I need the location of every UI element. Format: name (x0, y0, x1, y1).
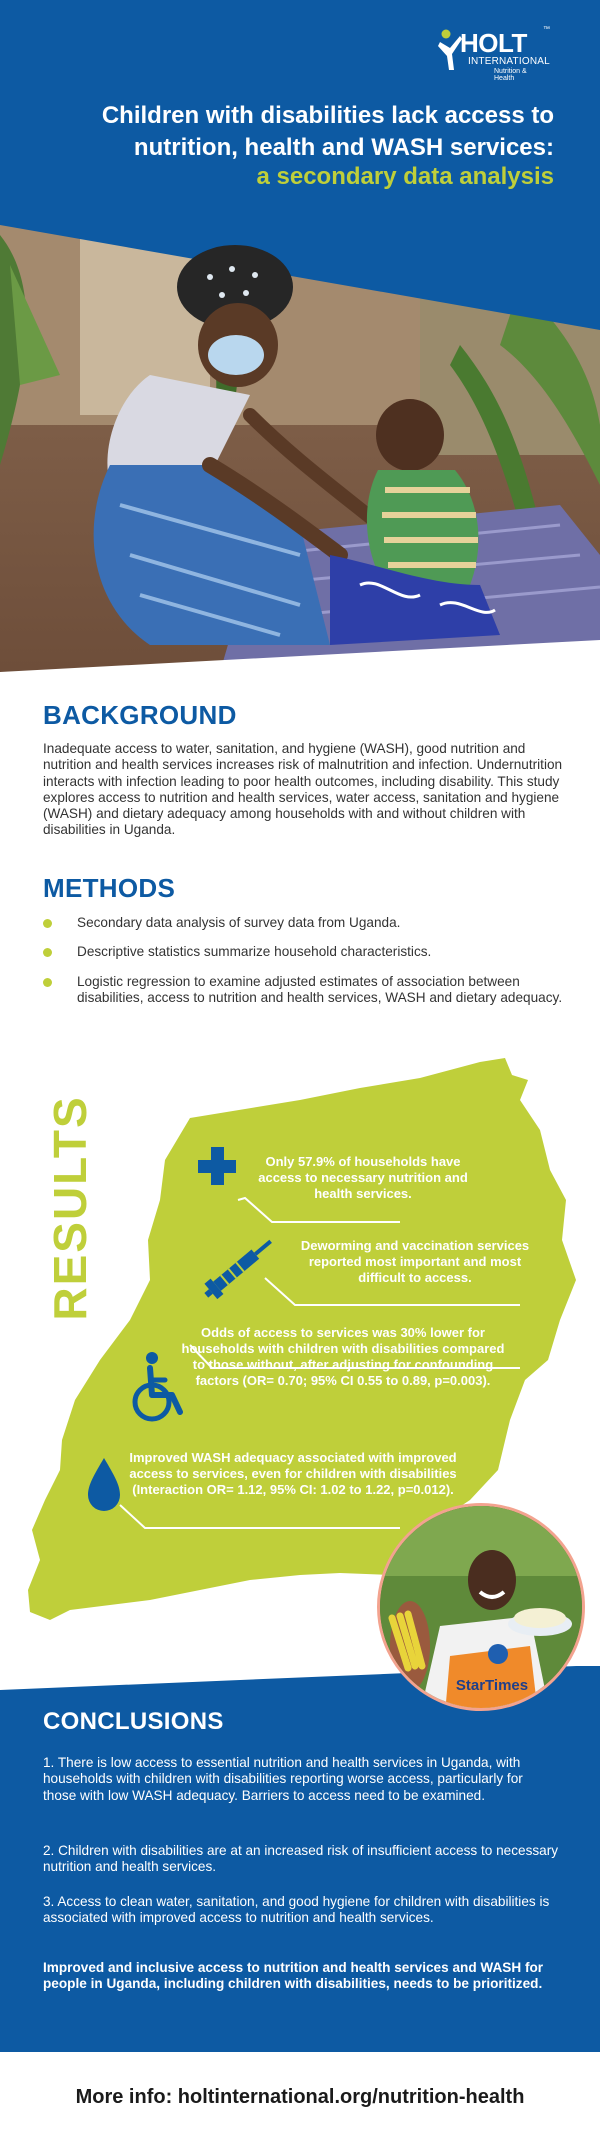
bullet-dot-icon (43, 948, 52, 957)
shirt-text: StarTimes (455, 1677, 529, 1694)
title-line-1: Children with disabilities lack access to (101, 102, 554, 129)
results-heading (44, 1088, 98, 1328)
footer-more-info[interactable]: More info: holtinternational.org/nutrition-health (75, 2086, 525, 2108)
result-text-3: Odds of access to services was 30% lower for households with children with disabilities compared to those without, after adjusting for confounding factors (OR= 0.70; 95% CI 0.55 to 0.89, p=0.003). (181, 1325, 505, 1388)
methods-item (43, 915, 573, 931)
logo-line2: Nutrition & Health (494, 68, 527, 82)
bullet-dot-icon (43, 978, 52, 987)
conclusion-item-3: 3. Access to clean water, sanitation, and good hygiene for children with disabilities is associated with improved access to nutrition and health services. (43, 1894, 550, 1926)
methods-item (43, 974, 573, 1007)
poster-subtitle: a secondary data analysis (256, 163, 554, 190)
logo-trademark: ™ (543, 26, 550, 33)
conclusion-final: Improved and inclusive access to nutrition and health services and WASH for people in Uganda, including children with disabilities, needs to be prioritized. (43, 1960, 544, 1992)
circle-photo-illustration (380, 1506, 585, 1711)
methods-item-text: Secondary data analysis of survey data from Uganda. (77, 915, 401, 930)
background-text: Inadequate access to water, sanitation, and hygiene (WASH), good nutrition and nutrition and health services increases risk of malnutrition and infection. Undernutrition interacts with infection leading to poor health outcomes, including disability. This study explores access to nutrition and health services, water access, sanitation and hygiene (WASH) and dietary adequacy among households with and without children with disabilities in Uganda. (43, 741, 563, 838)
circle-photo (377, 1503, 585, 1711)
methods-item (43, 944, 573, 960)
logo-brand: HOLT (460, 28, 527, 58)
methods-item-text: Descriptive statistics summarize household characteristics. (77, 944, 432, 960)
methods-list (43, 915, 573, 1006)
conclusion-item-2: 2. Children with disabilities are at an increased risk of insufficient access to necessary nutrition and health services. (43, 1843, 559, 1875)
hero-photo (0, 225, 600, 672)
result-text-4: Improved WASH adequacy associated with improved access to services, even for children with disabilities (Interaction OR= 1.12, 95% CI: 1.02 to 1.22, p=0.012). (129, 1450, 457, 1497)
bullet-dot-icon (43, 919, 52, 928)
methods-heading: METHODS (43, 873, 176, 903)
title-line-2: nutrition, health and WASH services: (133, 134, 554, 161)
conclusion-item-1: 1. There is low access to essential nutrition and health services in Uganda, with households with children with disabilities reporting worse access, particularly for those with low WASH adequacy. Barriers to access need to be examined. (43, 1755, 523, 1803)
background-heading: BACKGROUND (43, 700, 237, 730)
conclusions-heading: CONCLUSIONS (43, 1708, 224, 1735)
result-text-1: Only 57.9% of households have access to necessary nutrition and health services. (258, 1154, 468, 1201)
result-text-2: Deworming and vaccination services reported most important and most difficult to access. (300, 1238, 530, 1285)
holt-logo[interactable] (438, 24, 550, 82)
logo-line1: INTERNATIONAL (468, 56, 550, 67)
methods-item-text: Logistic regression to examine adjusted estimates of association between disabilities, access to nutrition and health services, WASH and dietary adequacy. (77, 973, 563, 1005)
poster-title (34, 100, 554, 164)
results-heading-text: RESULTS (44, 1095, 96, 1321)
